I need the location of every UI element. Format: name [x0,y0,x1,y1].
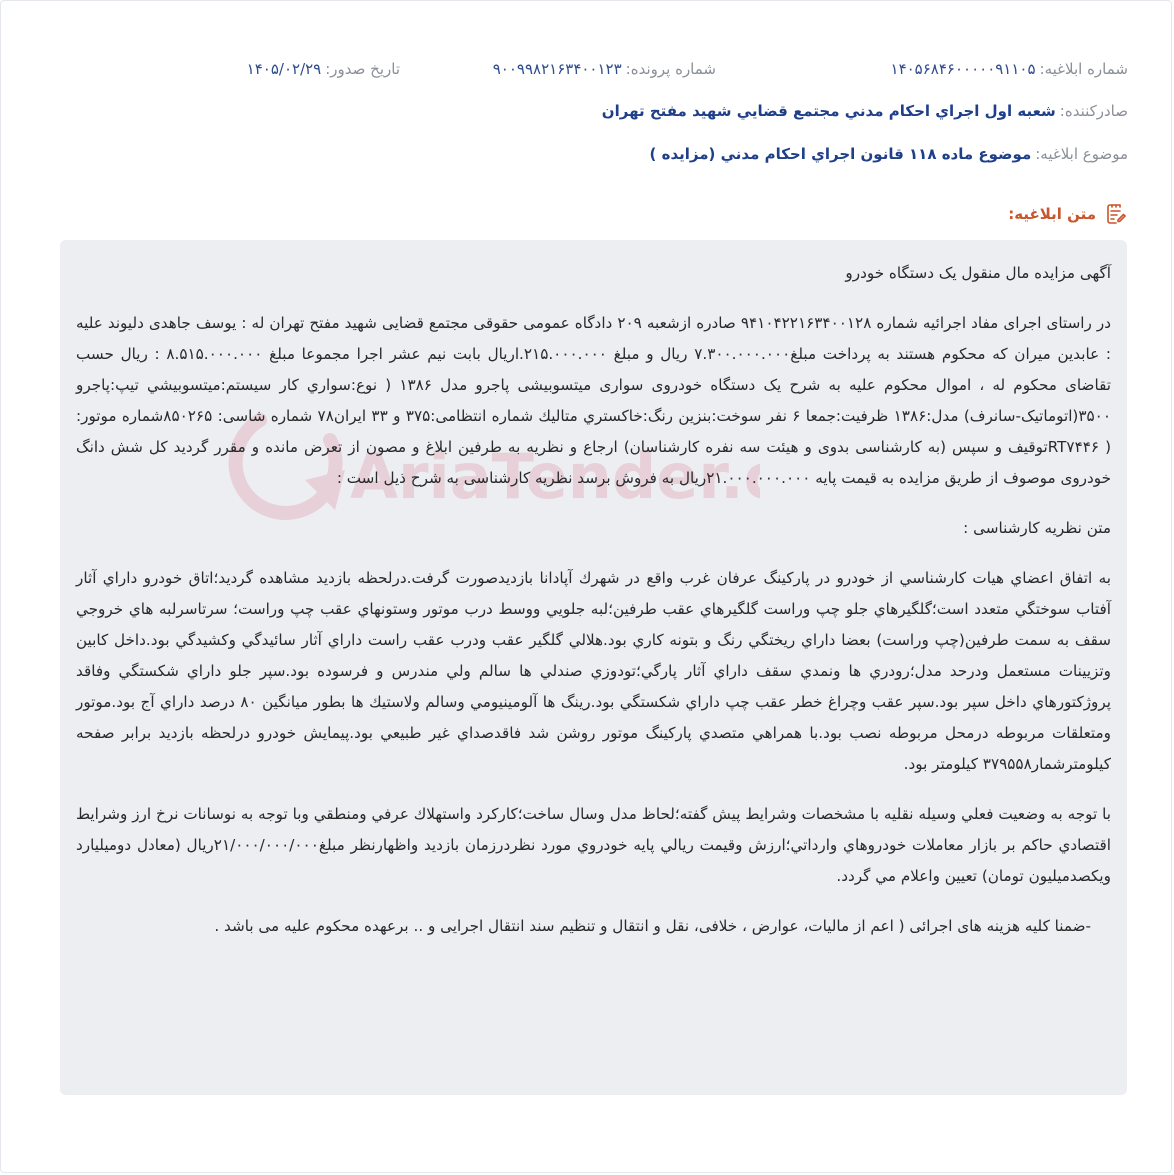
subject-row [60,139,1128,169]
subject-value: موضوع ماده ۱۱۸ قانون اجراي احكام مدني (مزايده ) [649,145,1032,163]
valuation-paragraph: با توجه به وضعيت فعلي وسيله نقليه با مشخصات وشرايط پيش گفته؛لحاظ مدل وسال ساخت؛كاركرد واستهلاك عرفي ومنطقي وبا توجه به نوسانات نرخ ارز وشرايط اقتصادي حاكم بر بازار معاملات خودروهاي وارداتي؛ارزش وقيمت ريالي پايه خودروي مورد نظردرزمان بازديد واظهارنظر مبلغ۲۱/۰۰۰/۰۰۰/۰۰۰ريال (معادل دوميليارد ويكصدميليون تومان) تعيين واعلام مي گردد. [76,805,1112,885]
issuer-row [60,96,1128,126]
notice-title: آگهی مزایده مال منقول یک دستگاه خودرو [845,264,1111,282]
expert-opinion-heading: متن نظریه کارشناسی : [963,519,1111,537]
notice-content-box [60,240,1127,1095]
subject-label: موضوع ابلاغیه: [1035,145,1128,163]
watermark-text: AriaTender. [350,440,744,513]
case-number-field [493,54,716,84]
issuer-value: شعبه اول اجراي احكام مدني مجتمع قضايي شهيد مفتح تهران [601,102,1056,120]
header-meta-row [60,54,1128,84]
notice-paragraph-execution: در راستای اجرای مفاد اجرائیه شماره ۹۴۱۰۴۲۲۱۶۳۴۰۰۱۲۸ صادره ازشعبه ۲۰۹ دادگاه عمومی حقوقی مجتمع قضایی شهید مفتح تهران له : یوسف جاهدی دلیوند علیه : عابدین میران که محکوم هستند به پرداخت مبلغ۷.۳۰۰.۰۰۰.۰۰۰ ریال و مبلغ ۲۱۵.۰۰۰.۰۰۰.اریال بابت نیم عشر اجرا مجموعا مبلغ ۸.۵۱۵.۰۰۰.۰۰۰ : ریال حسب تقاضای محکوم له ، اموال محکوم علیه به شرح یک دستگاه خودروی سواری میتسوبیشی پاجرو مدل ۱۳۸۶ ( نوع:سواري کار سيستم:ميتسوبيشي تيپ:پاجرو ۳۵۰۰(اتوماتيک-سانرف) مدل:۱۳۸۶ ظرفيت:جمعا ۶ نفر سوخت:بنزين رنگ:خاکستري متاليك شماره انتظامی:۳۷۵ و ۳۳ ايران۷۸ شماره شاسی: ۸۵۰۲۶۵شماره موتور: ( RT۷۴۴۶توقیف و سپس (به کارشناسی بدوی و هیئت سه نفره کارشناسان) ارجاع و نظریه به طرفین ابلاغ و مصون از تعرض مانده و مقرر گردید کل شش دانگ خودروی موصوف از طریق مزایده به قیمت پایه ۲۱.۰۰۰.۰۰۰.۰۰۰ریال به فروش برسد نظریه کارشناسی به شرح ذیل است : [76,314,1111,487]
document-edit-icon [1104,202,1128,226]
issue-date-label: تاریخ صدور: [325,60,400,78]
issuer-label: صادرکننده: [1059,102,1128,120]
case-number-label: شماره پرونده: [625,60,716,78]
notice-text-title: متن ابلاغیه: [1008,205,1096,223]
notice-number-field [891,54,1128,84]
expert-opinion-paragraph: به اتفاق اعضاي هيات كارشناسي از خودرو در پاركينگ عرفان غرب واقع در شهرك آپادانا بازديدصورت گرفت.درلحظه بازديد مشاهده گرديد؛اتاق خودرو داراي آثار آفتاب سوختگي متعدد است؛گلگيرهاي جلو چپ وراست گلگيرهاي عقب طرفين؛لبه جلويي ووسط درب موتور وستونهاي عقب چپ وراست؛ سرتاسرلبه هاي خروجي سقف به سمت طرفين(چپ وراست) بعضا داراي ريختگي رنگ و بتونه كاري بود.هلالي گلگير عقب ودرب عقب راست داراي آثار سائيدگي وكشيدگي بود.داخل كابين وتزيينات مستعمل ودرحد مدل؛رودري ها ونمدي سقف داراي آثار پارگي؛تودوزي صندلي ها سالم ولي مندرس و فرسوده بود.سپر جلو داراي شكستگي وفاقد پروژكتورهاي داخل سپر بود.سپر عقب وچراغ خطر عقب چپ داراي شكستگي بود.رينگ ها آلومينيومي وسالم ولاستيك ها بطور ميانگين ۸۰ درصد داراي آج بود.موتور ومتعلقات مربوطه درمحل مربوطه نصب بود.با همراهي متصدي پاركينگ موتور روشن شد فاقدصداي غير طبيعي بود.پيمايش خودرو درلحظه بازديد برابر صفحه كيلومترشمار۳۷۹۵۵۸ كيلومتر بود. [76,569,1112,773]
costs-note: -ضمنا کلیه هزینه های اجرائی ( اعم از مالیات، عوارض ، خلافی، نقل و انتقال و تنظیم سند انتقال اجرایی و .. برعهده محکوم علیه می باشد . [214,917,1091,935]
issue-date-field [247,54,400,84]
notice-number-value: ۱۴۰۵۶۸۴۶۰۰۰۰۰۹۱۱۰۵ [890,60,1036,78]
notice-text-heading [1008,198,1128,230]
notice-number-label: شماره ابلاغیه: [1039,60,1128,78]
issue-date-value: ۱۴۰۵/۰۲/۲۹ [246,60,322,78]
case-number-value: ۹۰۰۹۹۸۲۱۶۳۴۰۰۱۲۳ [492,60,622,78]
